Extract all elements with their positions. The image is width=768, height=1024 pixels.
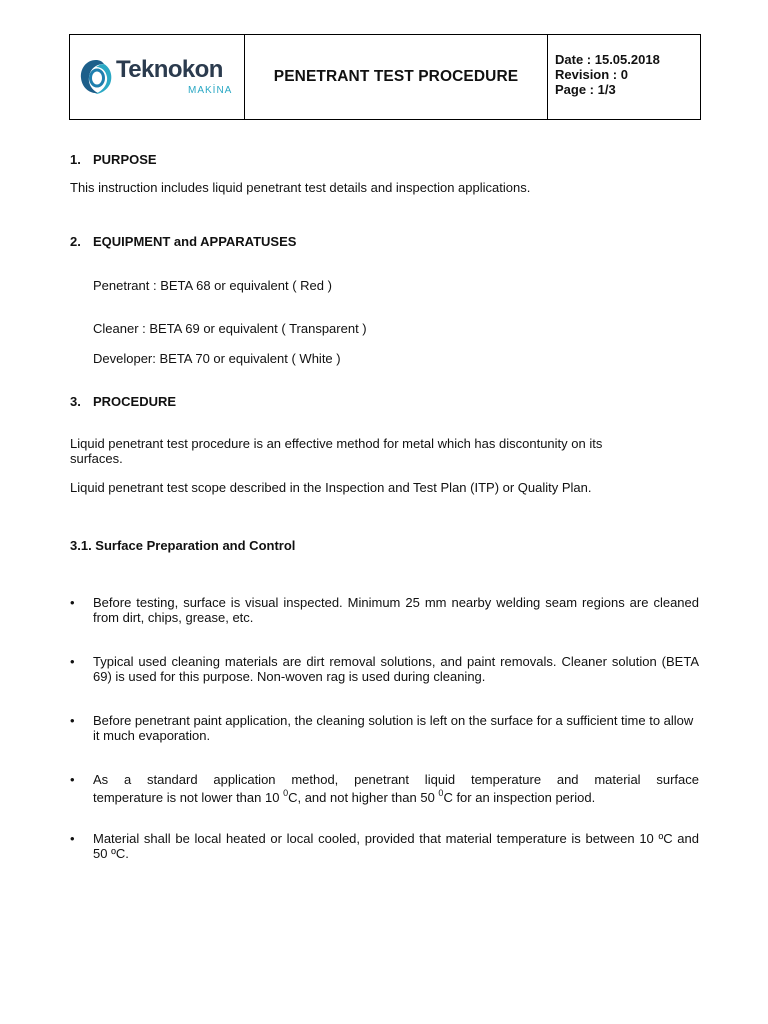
bullet-marker: • <box>70 713 75 728</box>
procedure-heading <box>70 394 176 409</box>
bullet-item-visual-inspection: Before testing, surface is visual inspected. Minimum 25 mm nearby welding seam regions are cleaned from dirt, chips, grease, etc. <box>93 595 699 625</box>
equipment-item-penetrant: Penetrant : BETA 68 or equivalent ( Red ) <box>93 278 332 293</box>
equipment-item-cleaner: Cleaner : BETA 69 or equivalent ( Transparent ) <box>93 321 367 336</box>
procedure-number: 3. <box>70 394 81 409</box>
bullet-marker: • <box>70 772 75 787</box>
procedure-paragraph-1-line-2: surfaces. <box>70 451 123 466</box>
purpose-number: 1. <box>70 152 81 167</box>
logo-wordmark: Teknokon <box>116 56 223 83</box>
bullet-item-cleaning-materials: Typical used cleaning materials are dirt removal solutions, and paint removals. Cleaner solution (BETA 69) is used for this purpose. Non-woven rag is used during cleaning. <box>93 654 699 684</box>
purpose-heading-text: PURPOSE <box>93 152 157 167</box>
temperature-text-a: temperature is not lower than 10 <box>93 790 284 805</box>
purpose-heading <box>70 152 157 167</box>
surface-preparation-heading: 3.1. Surface Preparation and Control <box>70 538 296 553</box>
teknokon-logo-icon <box>78 57 114 97</box>
bullet-marker: • <box>70 595 75 610</box>
procedure-heading-text: PROCEDURE <box>93 394 177 409</box>
document-title: PENETRANT TEST PROCEDURE <box>245 35 548 119</box>
document-meta <box>548 35 700 119</box>
temperature-text-b: C, and not higher than 50 <box>288 790 439 805</box>
temperature-text-c: C for an inspection period. <box>443 790 596 805</box>
procedure-paragraph-2: Liquid penetrant test scope described in the Inspection and Test Plan (ITP) or Quality Plan. <box>70 480 592 495</box>
bullet-item-evaporation: Before penetrant paint application, the cleaning solution is left on the surface for a sufficient time to allow it much evaporation. <box>93 713 694 743</box>
bullet-marker: • <box>70 654 75 669</box>
equipment-number: 2. <box>70 234 81 249</box>
bullet-item-temperature-line-2 <box>93 790 699 805</box>
equipment-heading <box>70 234 296 249</box>
document-revision: Revision : 0 <box>555 67 628 82</box>
equipment-heading-text: EQUIPMENT and APPARATUSES <box>93 234 297 249</box>
document-header <box>69 34 701 120</box>
document-date: Date : 15.05.2018 <box>555 52 660 67</box>
logo-subtitle: MAKİNA <box>188 85 233 96</box>
equipment-item-developer: Developer: BETA 70 or equivalent ( White ) <box>93 351 341 366</box>
logo-cell <box>70 35 245 119</box>
purpose-text: This instruction includes liquid penetrant test details and inspection applications. <box>70 180 531 195</box>
degree-superscript: 0 <box>438 788 444 798</box>
bullet-item-local-heating: Material shall be local heated or local cooled, provided that material temperature is between 10 ºC and 50 ºC. <box>93 831 699 861</box>
bullet-marker: • <box>70 831 75 846</box>
bullet-item-temperature-line-1: As a standard application method, penetrant liquid temperature and material surface <box>93 772 699 787</box>
procedure-paragraph-1-line-1: Liquid penetrant test procedure is an effective method for metal which has discontunity on its <box>70 436 603 451</box>
degree-superscript: 0 <box>283 788 289 798</box>
document-page-number: Page : 1/3 <box>555 82 616 97</box>
